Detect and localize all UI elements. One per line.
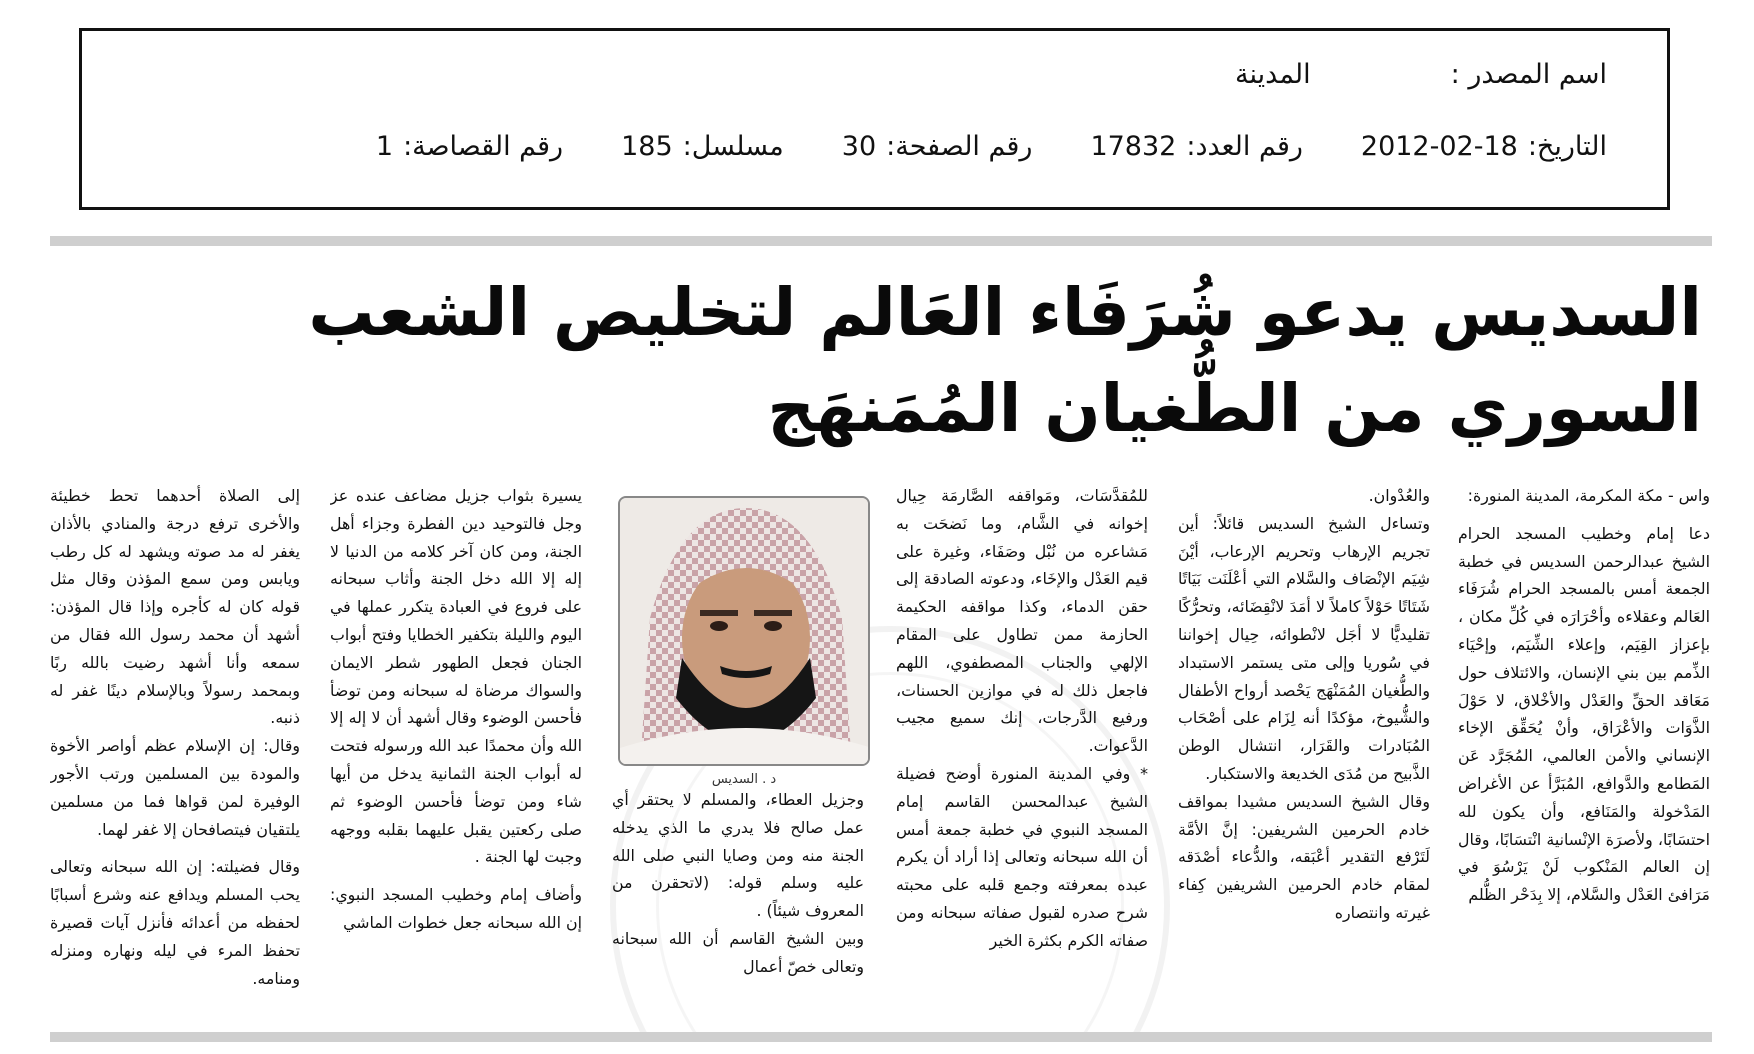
serial-label: مسلسل: bbox=[682, 131, 784, 162]
column-5-paragraph-2: وأضاف إمام وخطيب المسجد النبوي: إن الله سبحانه جعل خطوات الماشي bbox=[330, 885, 582, 932]
column-1-paragraph-2: دعا إمام وخطيب المسجد الحرام الشيخ عبدالرحمن السديس في خطبة الجمعة أمس بالمسجد الحرام شُرَفَاء العَالم وعقلاءه وأحْرَارَه في كُلِّ مكان ، بإعزاز القِيَم، وإعلاء الشِّيَم، وإحْيَاء الذِّمم بين بني الإنسان، والائتلاف حول مَعَاقد الحقِّ والعَدْل والأخْلاق، لا حَوْلَ الذَّوَات والأعْرَاق، وأنْ يُحَقِّق الإخاء الإنساني والأمن العالمي، المُجَرَّد عَن المَطامع والدَّوافع، المُبَرَّأ عن الأغراض المَدْخولة والمَنَافع، وأن يكون لله احتسَابًا، ولأصرَة الإنْسانية انْتسَابًا، وقال إن العالم المَنْكوب لَنْ يَرْسُوَ في مَرَافئ العَدْل والسَّلام، إلا بِدَحْر الظُّلم bbox=[1458, 523, 1710, 905]
column-1-paragraph-1: واس - مكة المكرمة، المدينة المنورة: bbox=[1467, 486, 1710, 505]
page-value: 30 bbox=[841, 131, 877, 162]
article-column-3 bbox=[896, 482, 1148, 1030]
clipping-number-label: رقم القصاصة: bbox=[403, 131, 564, 162]
issue-value: 17832 bbox=[1090, 131, 1177, 162]
date-value: 2012-02-18 bbox=[1360, 131, 1518, 162]
top-rule bbox=[50, 236, 1712, 246]
article-column-4 bbox=[612, 786, 864, 1030]
clipping-number-field bbox=[376, 131, 563, 162]
column-2-paragraph-3: وقال الشيخ السديس مشيدا بمواقف خادم الحرمين الشريفين: إنَّ الأمَّة لَتَرْفع التقدير أعْبَقه، والدُّعاء أصْدَقه لمقام خادم الحرمين الشريفين كِفاء غيرته وانتصاره bbox=[1178, 791, 1430, 922]
column-5-paragraph-1: يسيرة بثواب جزيل مضاعف عنده عز وجل فالتوحيد دين الفطرة وجزاء أهل الجنة، ومن كان آخر كلامه من الدنيا لا إله إلا الله دخل الجنة وأثاب سبحانه على فروع في العبادة يتكرر عملها في اليوم والليلة بتكفير الخطايا وفتح أبواب الجنان فجعل الطهور شطر الايمان والسواك مرضاة له سبحانه ومن توضأ فأحسن الوضوء وقال أشهد أن لا إله إلا الله وأن محمدًا عبد الله ورسوله فتحت له أبواب الجنة الثمانية يدخل من أيها شاء ومن توضأ فأحسن الوضوء ثم صلى ركعتين يقبل عليهما بقلبه ووجهه وجبت لها الجنة . bbox=[330, 486, 582, 867]
article-column-6 bbox=[50, 482, 300, 1030]
column-6-paragraph-3: وقال فضيلته: إن الله سبحانه وتعالى يحب المسلم ويدافع عنه وشرع أسبابًا لحفظه من أعدائه فأنزل آيات قصيرة تحفظ المرء في ليله ونهاره ومنزله ومنامه. bbox=[50, 857, 300, 988]
details-row bbox=[318, 131, 1607, 162]
column-6-paragraph-1: إلى الصلاة أحدهما تحط خطيئة والأخرى ترفع درجة والمنادي بالأذان يغفر له مد صوته ويشهد له كل رطب ويابس ومن سمع المؤذن وقال مثل قوله كان له كأجره وإذا قال المؤذن: أشهد أن محمد رسول الله فقال من سمعه وأنا أشهد رضيت بالله ربًا وبمحمد رسولاً وبالإسلام دينًا غفر له ذنبه. bbox=[50, 486, 300, 728]
page-label: رقم الصفحة: bbox=[886, 131, 1033, 162]
headline-line-2: السوري من الطُّغيان المُمَنهَج bbox=[767, 370, 1702, 447]
serial-field bbox=[621, 131, 784, 162]
clipping-metadata-box bbox=[79, 28, 1670, 210]
serial-value: 185 bbox=[621, 131, 673, 162]
article-column-5 bbox=[330, 482, 582, 1030]
column-3-paragraph-1: للمُقدَّسَات، ومَواقفه الصَّارمَة حِيال إخوانه في الشَّام، وما نَضحَت به مَشاعره من نُبْل وصَفَاء، وغيرة على قيم العَدْل والإخَاء، ودعوته الصادقة إلى حقن الدماء، وكذا مواقفه الحكيمة الحازمة ممن تطاول على المقام الإلهي والجناب المصطفوي، اللهم فاجعل ذلك له في موازين الحسنات، ورفيع الدَّرجات، إنك سميع مجيب الدَّعوات. bbox=[896, 486, 1148, 756]
column-6-paragraph-2: وقال: إن الإسلام عظم أواصر الأخوة والمودة بين المسلمين ورتب الأجور الوفيرة لمن قواها فما من مسلمين يلتقيان فيتصافحان إلا غفر لهما. bbox=[50, 736, 300, 839]
source-label: اسم المصدر : bbox=[1450, 59, 1607, 90]
date-label: التاريخ: bbox=[1527, 131, 1607, 162]
article-column-1 bbox=[1458, 482, 1710, 1030]
column-4-paragraph-2: وبين الشيخ القاسم أن الله سبحانه وتعالى خصّ أعمال bbox=[612, 928, 864, 976]
date-field bbox=[1361, 131, 1607, 162]
column-3-paragraph-2: * وفي المدينة المنورة أوضح فضيلة الشيخ عبدالمحسن القاسم إمام المسجد النبوي في خطبة جمعة أمس أن الله سبحانه وتعالى إذا أراد أن يكرم عبده بمعرفته وجمع قلبه على محبته شرح صدره لقبول صفاته سبحانه ومن صفاته الكرم بكثرة الخير bbox=[896, 763, 1148, 950]
column-4-paragraph-1: وجزيل العطاء، والمسلم لا يحتقر أي عمل صالح فلا يدري ما الذي يدخله الجنة منه ومن وصايا النبي صلى الله عليه وسلم قوله: (لاتحقرن من المعروف شيئاً) . bbox=[612, 790, 864, 921]
newspaper-clipping bbox=[50, 236, 1712, 1042]
author-photo bbox=[618, 496, 870, 766]
source-row bbox=[1235, 59, 1607, 90]
clipping-number-value: 1 bbox=[375, 131, 394, 162]
column-2-paragraph-1: والعُدْوان. bbox=[1368, 486, 1430, 505]
issue-label: رقم العدد: bbox=[1186, 131, 1303, 162]
photo-caption: د . السديس bbox=[711, 772, 777, 787]
column-2-paragraph-2: وتساءل الشيخ السديس قائلاً: أين تجريم الإرهاب وتحريم الإرعاب، أيْنَ شِيَم الإنْصَاف والسَّلام التي أعْلَنَت بَيَاتًا شَتَاتًا حَوْلاً كاملاً لا أمَدَ لانْقِضَائه، وتحرُّكًا تقليديًّا لا أجَل لانْطوائه، حِيال إخواننا في سُوريا وإلى متى يستمر الاستبداد والطُّغيان المُمَنْهَج يَحْصد أرواح الأطفال والشُّيوخ، مؤكدًا أنه لِزَام على أصْحَاب المُبَادرات والقَرَار، انتشال الوطن الذَّبيح من مُدَى الخديعة والاستكبار. bbox=[1178, 513, 1430, 783]
bottom-rule bbox=[50, 1032, 1712, 1042]
source-value: المدينة bbox=[1235, 59, 1311, 90]
article-column-2 bbox=[1178, 482, 1430, 1030]
headline-line-1: السديس يدعو شُرَفَاء العَالم لتخليص الشعب bbox=[308, 274, 1702, 351]
portrait-illustration bbox=[620, 498, 870, 766]
page-field bbox=[842, 131, 1033, 162]
issue-field bbox=[1090, 131, 1302, 162]
